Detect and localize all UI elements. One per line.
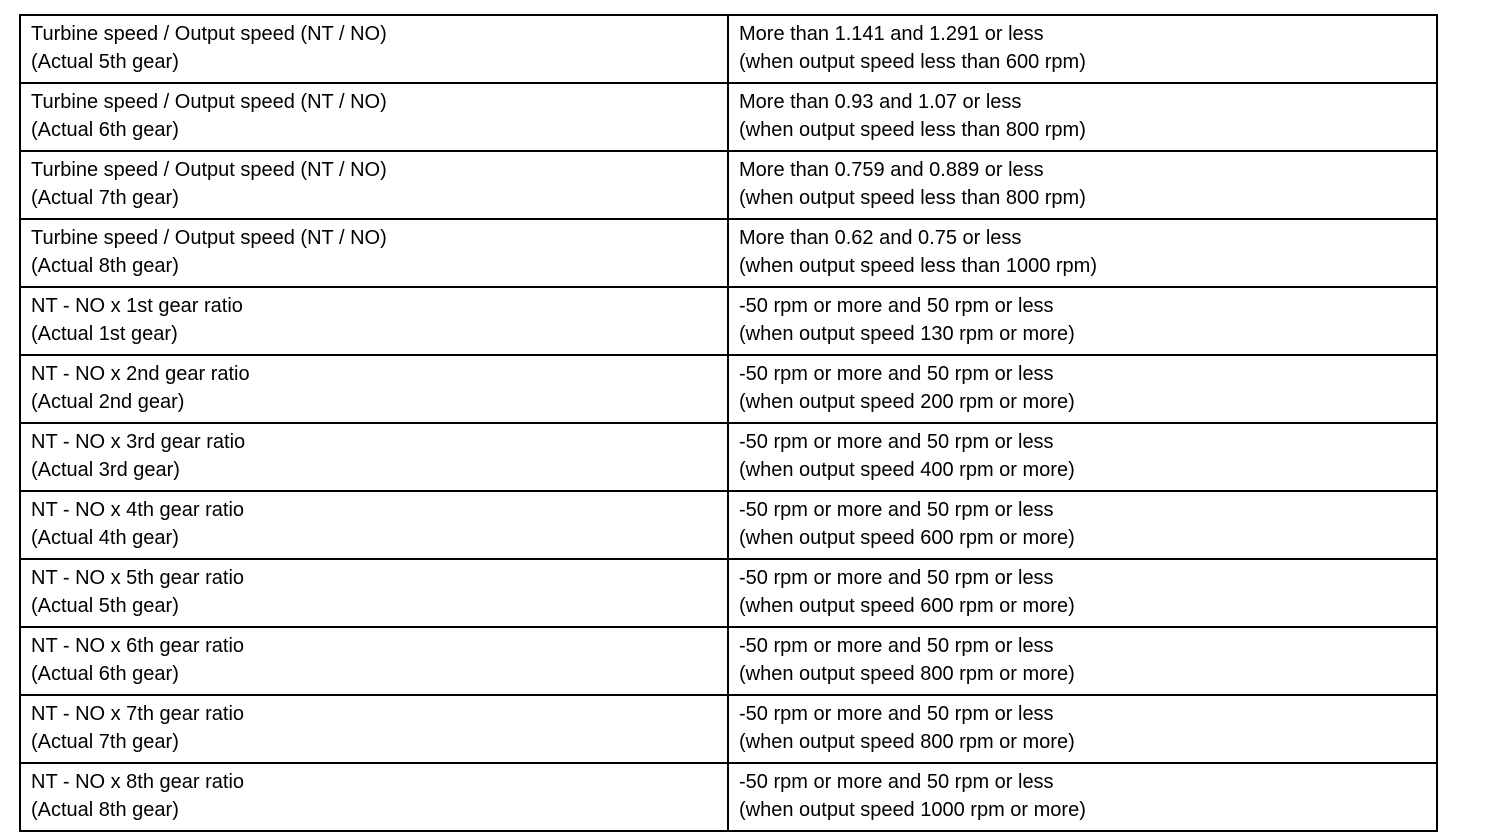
item-cell [20,695,728,763]
table-row [20,15,1437,83]
spec-condition: (when output speed 200 rpm or more) [739,391,1075,413]
spec-condition: (when output speed less than 800 rpm) [739,119,1086,141]
spec-condition: (when output speed 130 rpm or more) [739,323,1075,345]
item-cell [20,83,728,151]
table-row [20,695,1437,763]
item-text: NT - NO x 1st gear ratio [31,295,243,317]
spec-text: -50 rpm or more and 50 rpm or less [739,567,1054,589]
item-cell [20,15,728,83]
item-gear: (Actual 2nd gear) [31,391,185,413]
item-cell [20,627,728,695]
table-row [20,491,1437,559]
spec-text: -50 rpm or more and 50 rpm or less [739,771,1054,793]
item-text: Turbine speed / Output speed (NT / NO) [31,159,387,181]
spec-text: More than 0.93 and 1.07 or less [739,91,1022,113]
spec-condition: (when output speed 600 rpm or more) [739,527,1075,549]
spec-text: -50 rpm or more and 50 rpm or less [739,431,1054,453]
spec-condition: (when output speed less than 600 rpm) [739,51,1086,73]
table-row [20,219,1437,287]
spec-condition: (when output speed 600 rpm or more) [739,595,1075,617]
spec-cell [728,695,1437,763]
spec-text: -50 rpm or more and 50 rpm or less [739,499,1054,521]
item-cell [20,219,728,287]
item-gear: (Actual 3rd gear) [31,459,180,481]
item-text: Turbine speed / Output speed (NT / NO) [31,23,387,45]
table-row [20,627,1437,695]
item-cell [20,151,728,219]
item-cell [20,559,728,627]
item-gear: (Actual 6th gear) [31,119,179,141]
item-text: NT - NO x 5th gear ratio [31,567,245,589]
item-text: Turbine speed / Output speed (NT / NO) [31,227,387,249]
spec-cell [728,151,1437,219]
spec-cell [728,287,1437,355]
spec-cell [728,83,1437,151]
table-row [20,355,1437,423]
spec-condition: (when output speed less than 1000 rpm) [739,255,1097,277]
item-text: NT - NO x 2nd gear ratio [31,363,250,385]
spec-text: More than 1.141 and 1.291 or less [739,23,1044,45]
spec-cell [728,15,1437,83]
item-gear: (Actual 1st gear) [31,323,178,345]
item-gear: (Actual 5th gear) [31,51,179,73]
spec-text: -50 rpm or more and 50 rpm or less [739,703,1054,725]
item-text: NT - NO x 7th gear ratio [31,703,245,725]
item-gear: (Actual 7th gear) [31,731,179,753]
spec-condition: (when output speed 1000 rpm or more) [739,799,1086,821]
item-cell [20,355,728,423]
spec-cell [728,423,1437,491]
table-row [20,151,1437,219]
table-row [20,83,1437,151]
item-text: NT - NO x 4th gear ratio [31,499,245,521]
item-text: NT - NO x 8th gear ratio [31,771,245,793]
item-text: Turbine speed / Output speed (NT / NO) [31,91,387,113]
item-text: NT - NO x 6th gear ratio [31,635,245,657]
spec-condition: (when output speed 400 rpm or more) [739,459,1075,481]
table-row [20,423,1437,491]
spec-text: -50 rpm or more and 50 rpm or less [739,635,1054,657]
item-text: NT - NO x 3rd gear ratio [31,431,246,453]
item-gear: (Actual 5th gear) [31,595,179,617]
table-row [20,559,1437,627]
table-row [20,763,1437,831]
spec-table [19,14,1438,832]
spec-text: More than 0.62 and 0.75 or less [739,227,1022,249]
spec-cell [728,627,1437,695]
spec-cell [728,763,1437,831]
spec-cell [728,355,1437,423]
item-cell [20,287,728,355]
item-cell [20,763,728,831]
spec-text: More than 0.759 and 0.889 or less [739,159,1044,181]
table-row [20,287,1437,355]
item-gear: (Actual 7th gear) [31,187,179,209]
item-gear: (Actual 4th gear) [31,527,179,549]
item-gear: (Actual 6th gear) [31,663,179,685]
spec-cell [728,559,1437,627]
spec-text: -50 rpm or more and 50 rpm or less [739,363,1054,385]
spec-cell [728,219,1437,287]
item-cell [20,423,728,491]
spec-condition: (when output speed less than 800 rpm) [739,187,1086,209]
spec-text: -50 rpm or more and 50 rpm or less [739,295,1054,317]
spec-cell [728,491,1437,559]
item-gear: (Actual 8th gear) [31,255,179,277]
spec-condition: (when output speed 800 rpm or more) [739,731,1075,753]
item-gear: (Actual 8th gear) [31,799,179,821]
item-cell [20,491,728,559]
spec-condition: (when output speed 800 rpm or more) [739,663,1075,685]
